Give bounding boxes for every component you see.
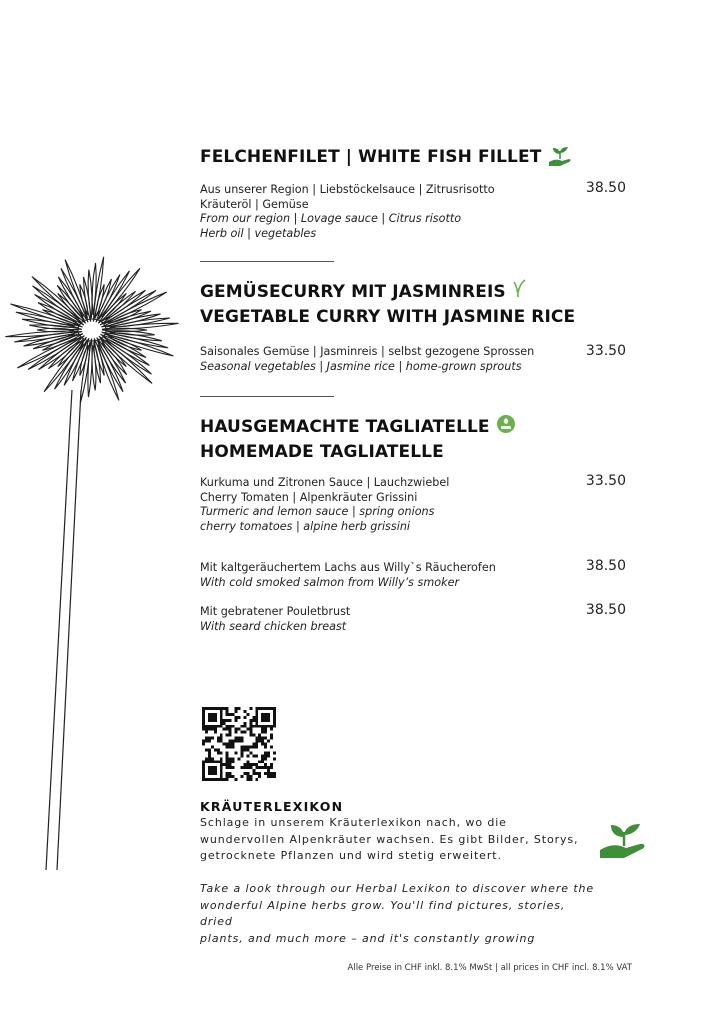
description-de-line: Cherry Tomaten | Alpenkräuter Grissini [200, 490, 418, 504]
divider [200, 261, 334, 262]
dish-1-description [200, 183, 495, 241]
vegetarian-badge-icon [496, 414, 516, 434]
lexikon-text-en: Take a look through our Herbal Lexikon to discover where the wonderful Alpine herbs grow. You'll find pictures, stories, dried plants, and much more – and it's constantly growing [200, 882, 595, 945]
dish-2-title: GEMÜSECURRY MIT JASMINREIS VEGETABLE CURRY WITH JASMINE RICE [200, 280, 575, 330]
description-en-line: Turmeric and lemon sauce | spring onions [200, 505, 435, 519]
divider [200, 396, 334, 397]
dandelion-illustration [0, 230, 200, 870]
description-en-line: cherry tomatoes | alpine herb grissini [200, 519, 411, 533]
qr-code-icon[interactable] [202, 707, 276, 781]
dish-3-description [200, 476, 449, 534]
description-de-line: Saisonales Gemüse | Jasminreis | selbst gezogene Sprossen [200, 345, 535, 358]
description-de-line: Kurkuma und Zitronen Sauce | Lauchzwiebel [200, 476, 450, 489]
hand-sprout-icon [598, 822, 650, 862]
dish-3-price: 33.50 [585, 473, 626, 489]
price-footer: Alle Preise in CHF inkl. 8.1% MwSt | all prices in CHF incl. 8.1% VAT [347, 963, 632, 973]
dish-1-price: 38.50 [585, 180, 626, 196]
dish-3-title: HAUSGEMACHTE TAGLIATELLE HOMEMADE TAGLIATELLE [200, 415, 516, 465]
description-en-line: From our region | Lovage sauce | Citrus risotto [200, 212, 462, 226]
addon-chicken-price: 38.50 [585, 602, 626, 618]
description-en-line: Seasonal vegetables | Jasmine rice | home-grown sprouts [200, 359, 522, 373]
addon-chicken: Mit gebratener Pouletbrust With seard chicken breast [200, 605, 351, 633]
dish-2-description [200, 345, 534, 374]
vegan-sprout-icon [512, 278, 526, 298]
dish-1-title: FELCHENFILET | WHITE FISH FILLET [200, 145, 573, 170]
description-en-line: Herb oil | vegetables [200, 226, 317, 240]
lexikon-text-de: Schlage in unserem Kräuterlexikon nach, wo die wundervollen Alpenkräuter wachsen. Es gibt Bilder, Storys, getrocknete Pflanzen und wird stetig erweitert. [200, 816, 579, 862]
addon-salmon: Mit kaltgeräuchertem Lachs aus Willy`s Räucherofen With cold smoked salmon from Willy’s smoker [200, 561, 496, 589]
dish-2-price: 33.50 [585, 343, 626, 359]
description-de-line: Aus unserer Region | Liebstöckelsauce | Zitrusrisotto [200, 183, 495, 196]
description-de-line: Kräuteröl | Gemüse [200, 197, 309, 211]
hand-sprout-icon [547, 146, 573, 168]
addon-salmon-price: 38.50 [585, 558, 626, 574]
lexikon-title: KRÄUTERLEXIKON [200, 799, 344, 814]
